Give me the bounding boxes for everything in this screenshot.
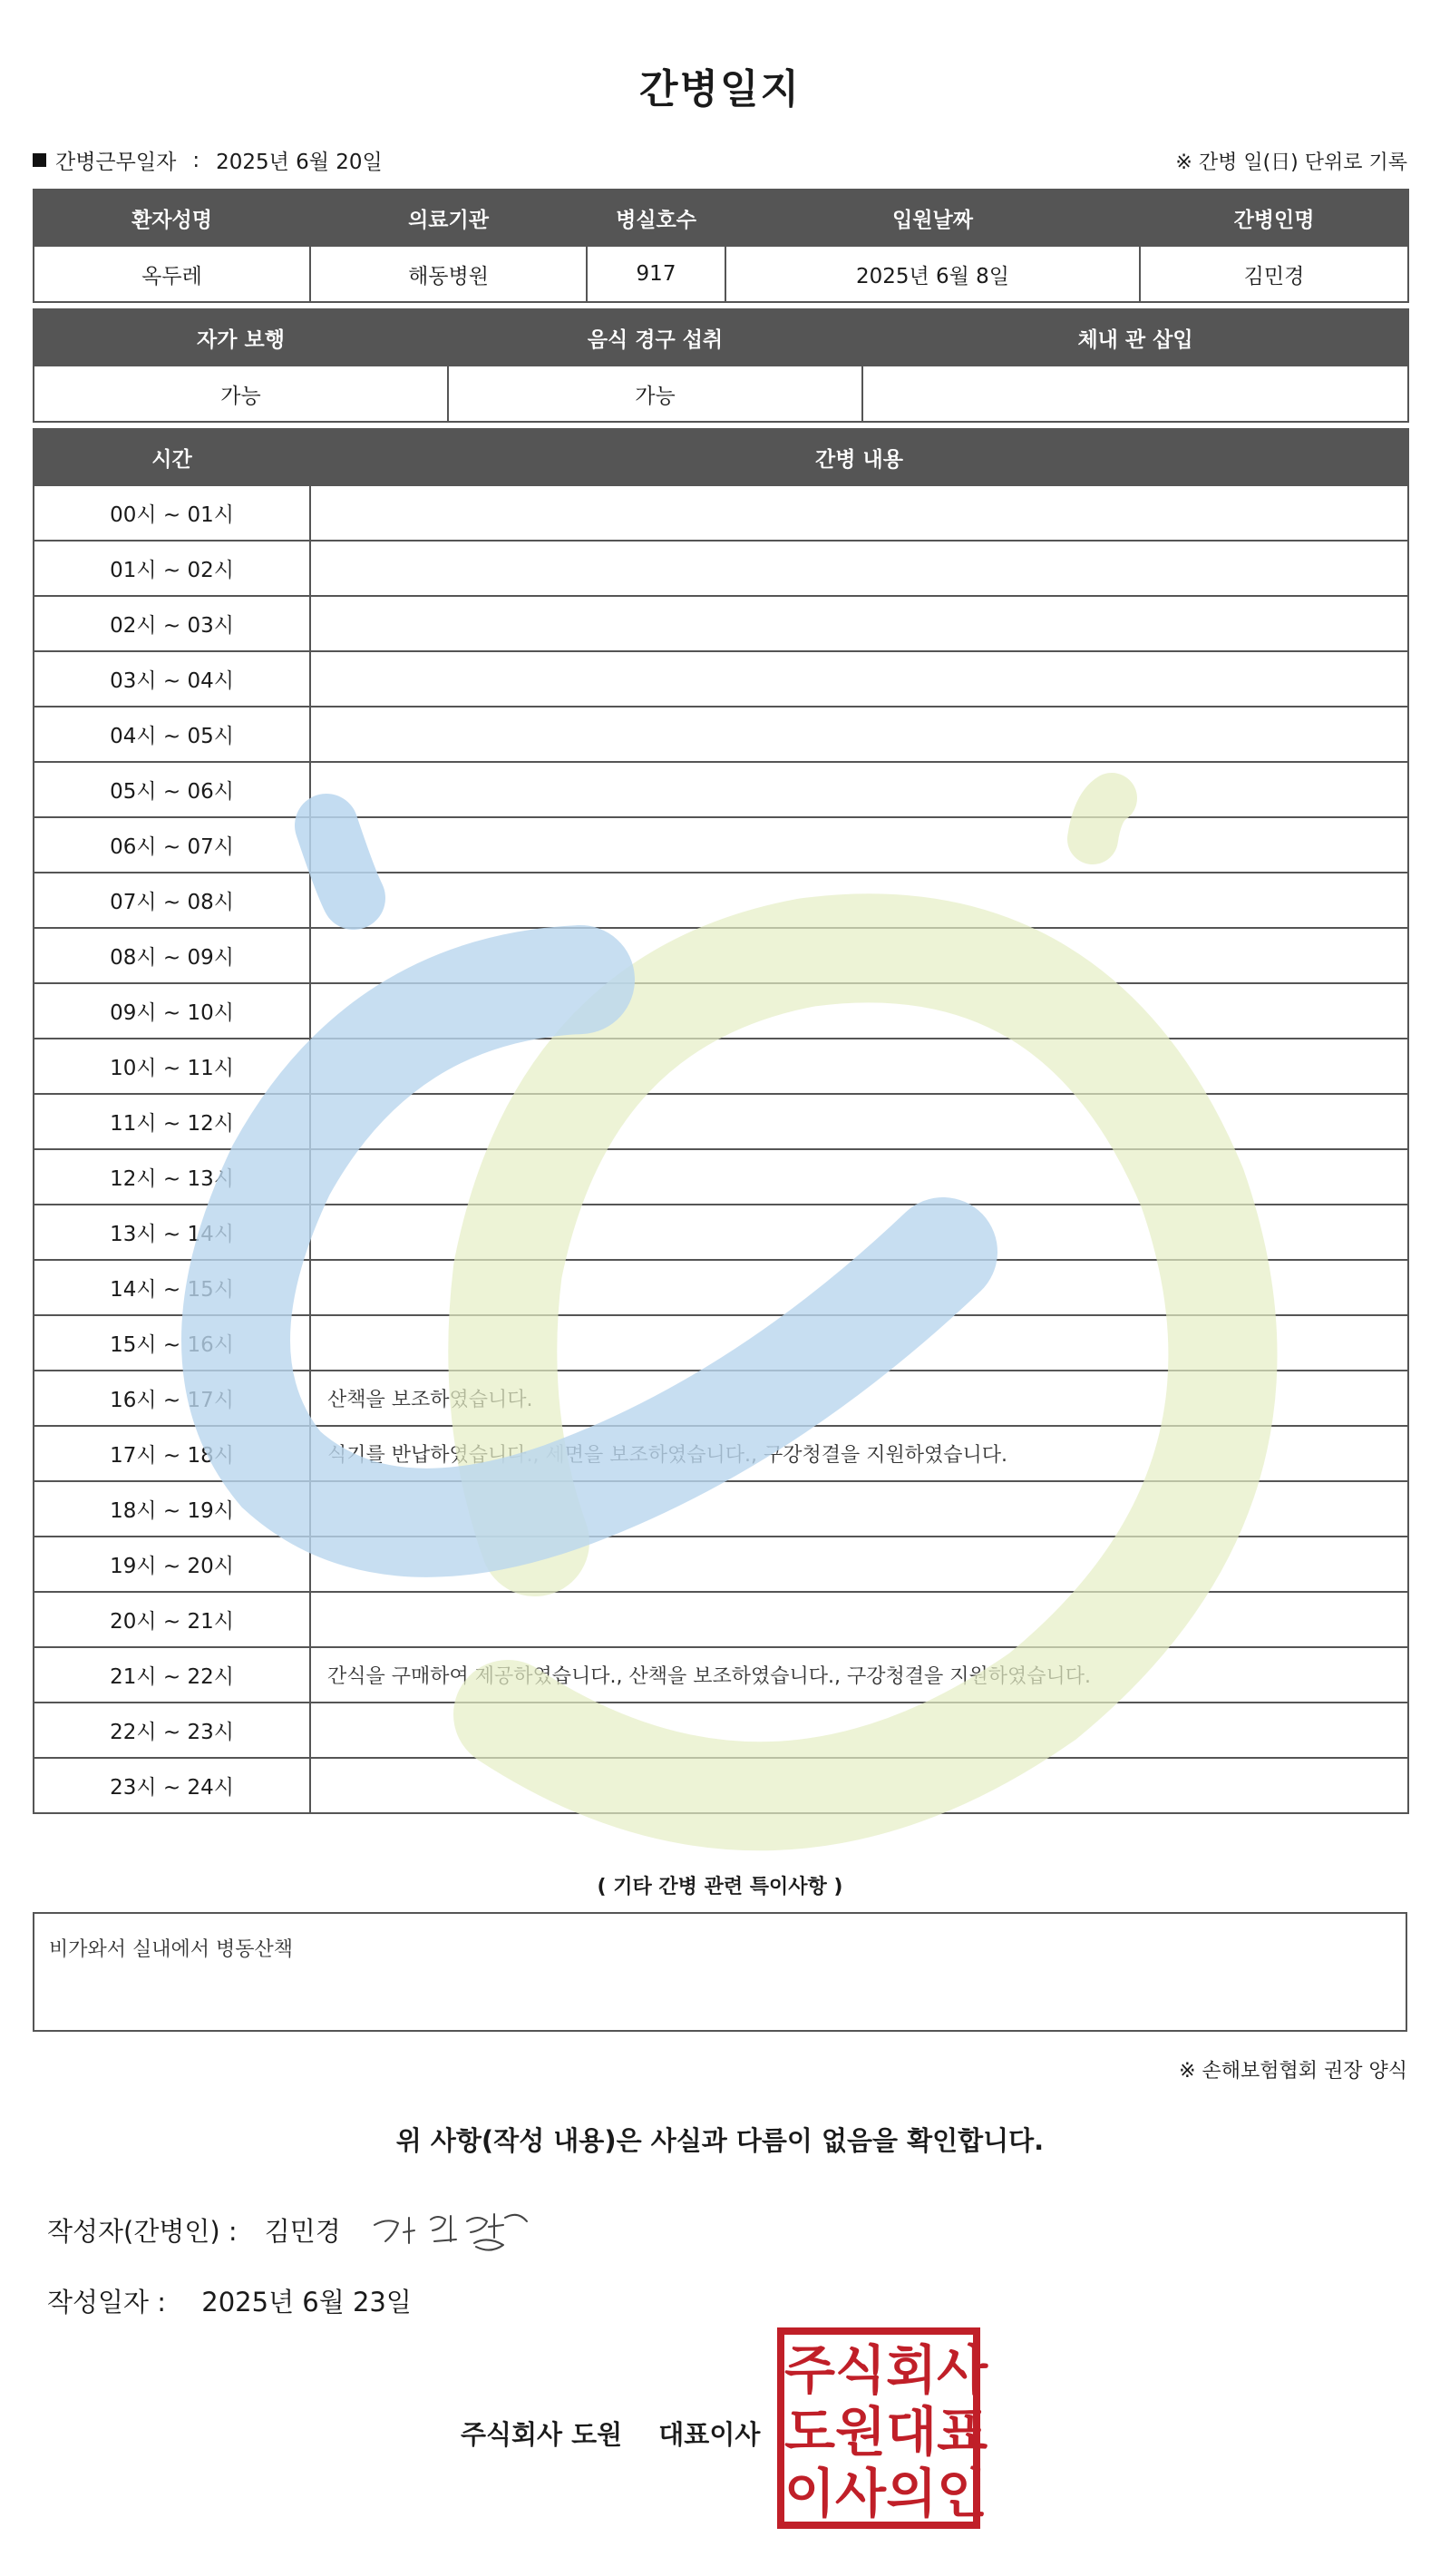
- writer-label: 작성자(간병인) :: [47, 2216, 238, 2247]
- log-content: [310, 1537, 1408, 1592]
- log-content: 식기를 반납하였습니다., 세면을 보조하였습니다., 구강청결을 지원하였습니다.: [310, 1426, 1408, 1481]
- log-content: [310, 1592, 1408, 1647]
- log-rows: [34, 485, 1408, 1813]
- log-row: [34, 1094, 1408, 1149]
- etc-notes-text: 비가와서 실내에서 병동산책: [49, 1938, 294, 1961]
- seal-character: 표: [937, 2401, 988, 2463]
- work-date-value: 2025년 6월 20일: [216, 151, 383, 174]
- log-time: 17시 ~ 18시: [34, 1426, 310, 1481]
- seal-character: 원: [835, 2401, 887, 2463]
- log-time: 11시 ~ 12시: [34, 1094, 310, 1149]
- log-content: 간식을 구매하여 제공하였습니다., 산책을 보조하였습니다., 구강청결을 지원하였습니다.: [310, 1647, 1408, 1703]
- log-row: [34, 762, 1408, 817]
- seal-character: 회: [886, 2339, 938, 2401]
- log-content: [310, 1315, 1408, 1371]
- log-row: [34, 1039, 1408, 1094]
- log-time: 04시 ~ 05시: [34, 707, 310, 762]
- log-row: [34, 1592, 1408, 1647]
- header-hospital: 의료기관: [310, 190, 587, 246]
- hospital-name: 해동병원: [310, 246, 587, 302]
- log-row: [34, 1537, 1408, 1592]
- seal-character: 식: [835, 2339, 887, 2401]
- log-row: [34, 1647, 1408, 1703]
- log-content: [310, 983, 1408, 1039]
- log-time: 19시 ~ 20시: [34, 1537, 310, 1592]
- log-row: [34, 983, 1408, 1039]
- log-time: 05시 ~ 06시: [34, 762, 310, 817]
- patient-info-table: [33, 189, 1409, 303]
- log-row: [34, 1426, 1408, 1481]
- log-content: [310, 485, 1408, 541]
- log-time: 01시 ~ 02시: [34, 541, 310, 596]
- seal-character: 사: [937, 2339, 988, 2401]
- log-time: 07시 ~ 08시: [34, 873, 310, 928]
- log-row: [34, 1371, 1408, 1426]
- log-time: 03시 ~ 04시: [34, 651, 310, 707]
- log-content: [310, 541, 1408, 596]
- header-time: 시간: [34, 429, 310, 485]
- work-date-label: 간병근무일자: [55, 151, 177, 174]
- confirmation-statement: 위 사항(작성 내용)은 사실과 다름이 없음을 확인합니다.: [395, 2125, 1045, 2156]
- seal-character: 의: [886, 2463, 938, 2524]
- log-content: [310, 928, 1408, 983]
- log-time: 12시 ~ 13시: [34, 1149, 310, 1205]
- self-walking-value: 가능: [34, 366, 448, 422]
- company-role: 대표이사: [658, 2419, 761, 2450]
- log-time: 21시 ~ 22시: [34, 1647, 310, 1703]
- seal-line-1: [784, 2335, 988, 2401]
- header-caregiver-name: 간병인명: [1140, 190, 1408, 246]
- work-date: [33, 145, 383, 175]
- log-time: 23시 ~ 24시: [34, 1758, 310, 1813]
- oral-intake-value: 가능: [448, 366, 862, 422]
- black-square-bullet-icon: [33, 153, 46, 167]
- log-row: [34, 485, 1408, 541]
- room-number: 917: [587, 246, 725, 302]
- page-title: 간병일지: [638, 66, 801, 112]
- header-care-content: 간병 내용: [310, 429, 1408, 485]
- seal-character: 주: [784, 2339, 836, 2401]
- log-row: [34, 1315, 1408, 1371]
- header-admission-date: 입원날짜: [725, 190, 1140, 246]
- log-time: 00시 ~ 01시: [34, 485, 310, 541]
- log-content: [310, 1039, 1408, 1094]
- log-time: 18시 ~ 19시: [34, 1481, 310, 1537]
- work-date-separator: :: [192, 148, 200, 172]
- header-tube-insertion: 체내 관 삽입: [862, 309, 1408, 366]
- log-time: 06시 ~ 07시: [34, 817, 310, 873]
- log-content: [310, 762, 1408, 817]
- log-content: [310, 1094, 1408, 1149]
- company-seal-icon: [777, 2327, 988, 2529]
- seal-character: 사: [835, 2463, 887, 2524]
- writer-line: [47, 2211, 341, 2249]
- log-row: [34, 1481, 1408, 1537]
- log-row: [34, 1260, 1408, 1315]
- written-date-label: 작성일자 :: [47, 2287, 167, 2317]
- seal-character: 대: [886, 2401, 938, 2463]
- etc-section-title: ( 기타 간병 관련 특이사항 ): [597, 1876, 843, 1898]
- log-time: 02시 ~ 03시: [34, 596, 310, 651]
- patient-name: 옥두레: [34, 246, 310, 302]
- log-content: [310, 1205, 1408, 1260]
- log-row: [34, 1758, 1408, 1813]
- header-room-number: 병실호수: [587, 190, 725, 246]
- seal-character: 인: [937, 2463, 988, 2524]
- log-row: [34, 596, 1408, 651]
- seal-line-2: [784, 2396, 988, 2463]
- log-time: 10시 ~ 11시: [34, 1039, 310, 1094]
- log-row: [34, 1149, 1408, 1205]
- log-row: [34, 1205, 1408, 1260]
- patient-ability-table: [33, 308, 1409, 423]
- log-content: [310, 1149, 1408, 1205]
- seal-line-3: [784, 2458, 988, 2524]
- log-content: [310, 1758, 1408, 1813]
- log-time: 16시 ~ 17시: [34, 1371, 310, 1426]
- log-row: [34, 651, 1408, 707]
- header-self-walking: 자가 보행: [34, 309, 448, 366]
- log-content: [310, 707, 1408, 762]
- log-content: [310, 651, 1408, 707]
- handwritten-signature-icon: [367, 2191, 540, 2263]
- written-date-line: [47, 2282, 412, 2319]
- written-date-value: 2025년 6월 23일: [201, 2287, 412, 2317]
- log-time: 22시 ~ 23시: [34, 1703, 310, 1758]
- log-time: 14시 ~ 15시: [34, 1260, 310, 1315]
- log-content: [310, 873, 1408, 928]
- hourly-care-log-table: [33, 428, 1409, 1814]
- log-row: [34, 707, 1408, 762]
- log-content: [310, 1481, 1408, 1537]
- log-content: 산책을 보조하였습니다.: [310, 1371, 1408, 1426]
- log-row: [34, 928, 1408, 983]
- caregiver-name: 김민경: [1140, 246, 1408, 302]
- seal-character: 도: [784, 2401, 836, 2463]
- etc-notes-box: [33, 1912, 1407, 2032]
- form-recommendation-note: ※ 손해보험협회 권장 양식: [1179, 2060, 1407, 2083]
- log-row: [34, 873, 1408, 928]
- log-time: 15시 ~ 16시: [34, 1315, 310, 1371]
- log-content: [310, 596, 1408, 651]
- log-time: 09시 ~ 10시: [34, 983, 310, 1039]
- company-name: 주식회사 도원: [461, 2419, 623, 2450]
- header-oral-intake: 음식 경구 섭취: [448, 309, 862, 366]
- admission-date: 2025년 6월 8일: [725, 246, 1140, 302]
- log-row: [34, 1703, 1408, 1758]
- record-note: ※ 간병 일(日) 단위로 기록: [1175, 151, 1407, 174]
- log-content: [310, 1703, 1408, 1758]
- tube-insertion-value: [862, 366, 1408, 422]
- writer-name: 김민경: [264, 2216, 341, 2247]
- seal-character: 이: [784, 2463, 836, 2524]
- log-content: [310, 817, 1408, 873]
- log-row: [34, 817, 1408, 873]
- header-patient-name: 환자성명: [34, 190, 310, 246]
- log-content: [310, 1260, 1408, 1315]
- log-row: [34, 541, 1408, 596]
- company-line: [461, 2415, 760, 2452]
- log-time: 20시 ~ 21시: [34, 1592, 310, 1647]
- log-time: 13시 ~ 14시: [34, 1205, 310, 1260]
- log-time: 08시 ~ 09시: [34, 928, 310, 983]
